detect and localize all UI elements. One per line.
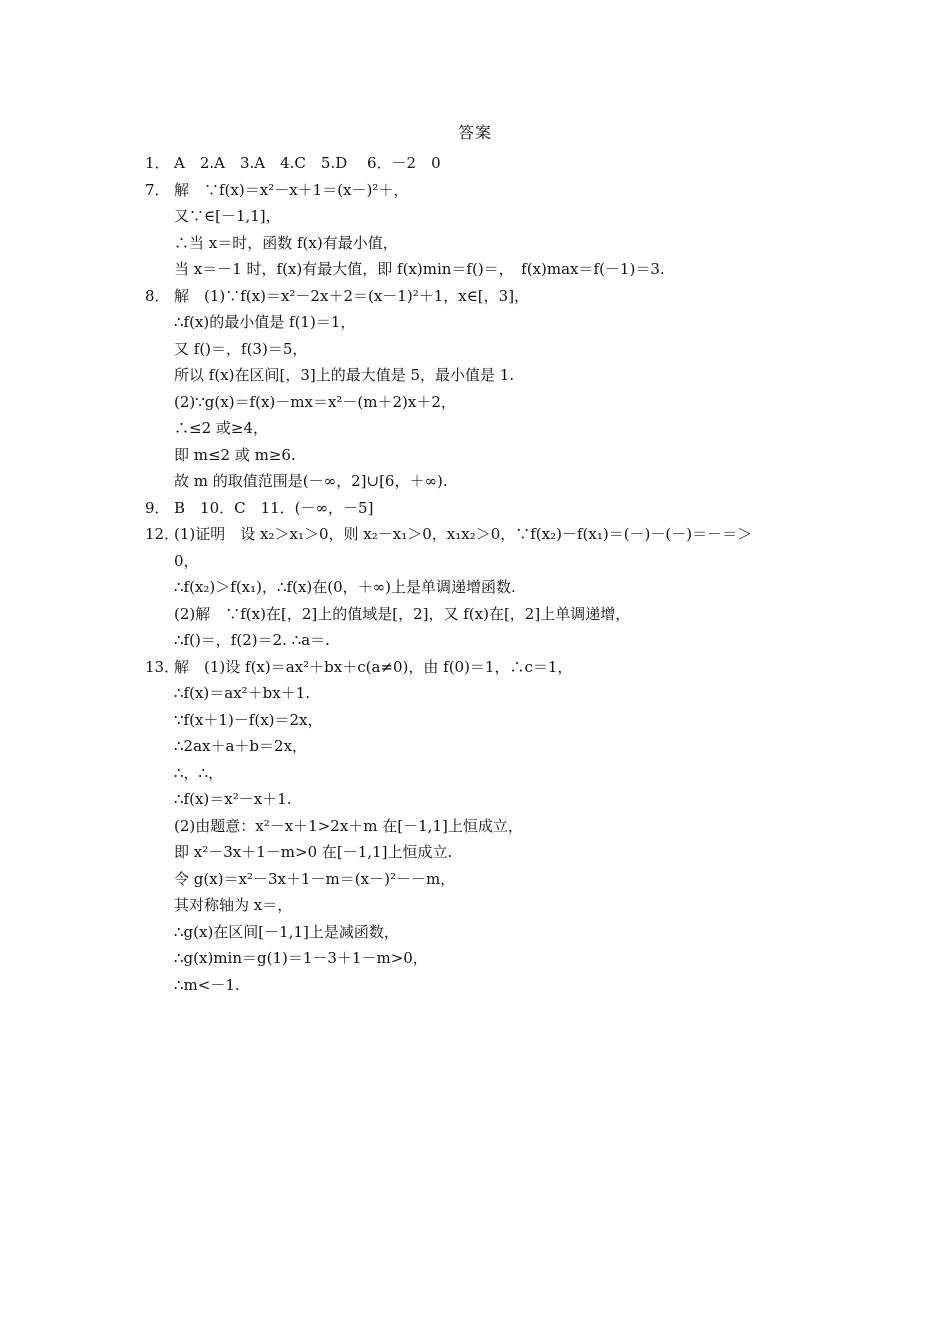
answer-line xyxy=(0,760,950,787)
question-number: 12． xyxy=(145,525,180,543)
answer-line xyxy=(0,680,950,707)
question-number: 9． xyxy=(145,498,170,517)
answer-text: ∴g(x)在区间[－1,1]上是减函数， xyxy=(174,922,399,941)
answer-line xyxy=(0,813,950,840)
answer-line xyxy=(0,256,950,283)
answer-line xyxy=(0,707,950,734)
answer-line xyxy=(0,521,950,548)
answer-line xyxy=(0,866,950,893)
answer-text: ∴f(x)的最小值是 f(1)＝1， xyxy=(174,313,356,331)
answer-lines xyxy=(0,150,950,998)
answer-line xyxy=(0,389,950,416)
answer-line xyxy=(0,733,950,760)
answer-text: 0， xyxy=(174,551,199,570)
answer-text: 即 x²－3x＋1－m>0 在[－1,1]上恒成立. xyxy=(174,843,453,861)
answer-text: 又 f()＝，f(3)＝5， xyxy=(174,339,308,358)
answer-text: ∴f(x)＝ax²＋bx＋1. xyxy=(174,684,311,702)
answer-line xyxy=(0,468,950,495)
answer-line xyxy=(0,177,950,204)
answer-line xyxy=(0,495,950,522)
answer-text: ∴2ax＋a＋b＝2x， xyxy=(174,737,308,755)
answer-text: ∴f()＝，f(2)＝2. ∴a＝. xyxy=(174,631,330,649)
answer-text: ∵f(x＋1)－f(x)＝2x， xyxy=(174,710,323,729)
answer-text: (2)解 ∵f(x)在[，2]上的值域是[，2]，又 f(x)在[，2]上单调递增， xyxy=(174,604,631,623)
answer-line xyxy=(0,150,950,177)
answer-text: (2)由题意：x²－x＋1>2x＋m 在[－1,1]上恒成立， xyxy=(174,816,523,835)
answer-line xyxy=(0,548,950,575)
answer-text: 故 m 的取值范围是(－∞，2]∪[6，＋∞). xyxy=(174,472,448,490)
answer-line xyxy=(0,919,950,946)
question-number: 7． xyxy=(145,180,170,199)
answer-line xyxy=(0,415,950,442)
answer-text: ∴f(x)＝x²－x＋1. xyxy=(174,790,292,808)
question-number: 8． xyxy=(145,286,170,305)
answer-text: ∴当 x＝时，函数 f(x)有最小值， xyxy=(174,233,398,252)
answer-text: 解 (1)设 f(x)＝ax²＋bx＋c(a≠0)，由 f(0)＝1，∴c＝1， xyxy=(174,657,573,676)
answer-line xyxy=(0,945,950,972)
answer-text: (2)∵g(x)＝f(x)－mx＝x²－(m＋2)x＋2， xyxy=(174,392,456,411)
question-number: 1． xyxy=(145,154,170,172)
answer-line xyxy=(0,283,950,310)
answer-line xyxy=(0,972,950,999)
answer-line xyxy=(0,336,950,363)
answer-text: 当 x＝－1 时，f(x)有最大值，即 f(x)min＝f()＝， f(x)max＝f(－1)＝3. xyxy=(174,260,665,278)
answer-line xyxy=(0,203,950,230)
answer-text: ∴f(x₂)＞f(x₁)，∴f(x)在(0，＋∞)上是单调递增函数. xyxy=(174,578,516,596)
answer-text: 又∵∈[－1,1]， xyxy=(174,207,281,225)
answer-text: 解 (1)∵f(x)＝x²－2x＋2＝(x－1)²＋1，x∈[，3]， xyxy=(174,286,530,305)
answer-text: B 10．C 11．(－∞，－5] xyxy=(174,498,374,517)
answer-line xyxy=(0,601,950,628)
answer-line xyxy=(0,362,950,389)
answer-line xyxy=(0,574,950,601)
answer-text: ∴m<－1. xyxy=(174,975,240,994)
answer-text: 所以 f(x)在区间[，3]上的最大值是 5，最小值是 1. xyxy=(174,366,515,384)
answer-text: 其对称轴为 x＝， xyxy=(174,896,293,914)
answer-line xyxy=(0,892,950,919)
answer-line xyxy=(0,442,950,469)
answer-line xyxy=(0,839,950,866)
answer-text: 解 ∵f(x)＝x²－x＋1＝(x－)²＋， xyxy=(174,180,409,199)
answer-line xyxy=(0,309,950,336)
page-title: 答案 xyxy=(457,123,492,142)
answer-line xyxy=(0,654,950,681)
answer-text: ∴g(x)min＝g(1)＝1－3＋1－m>0， xyxy=(174,949,428,967)
answer-text: A 2.A 3.A 4.C 5.D 6．－2 0 xyxy=(174,154,441,172)
answer-text: ∴≤2 或≥4， xyxy=(174,419,268,437)
answer-line xyxy=(0,230,950,257)
answer-line xyxy=(0,786,950,813)
question-number: 13． xyxy=(145,657,180,676)
answer-text: ∴，∴， xyxy=(174,763,224,782)
answer-text: (1)证明 设 x₂＞x₁＞0，则 x₂－x₁＞0，x₁x₂＞0，∵f(x₂)－f(x₁)＝(－)－(－)＝－＝＞ xyxy=(174,525,753,543)
answer-text: 即 m≤2 或 m≥6. xyxy=(174,445,296,464)
answer-text: 令 g(x)＝x²－3x＋1－m＝(x－)²－－m， xyxy=(174,869,456,888)
answer-line xyxy=(0,627,950,654)
